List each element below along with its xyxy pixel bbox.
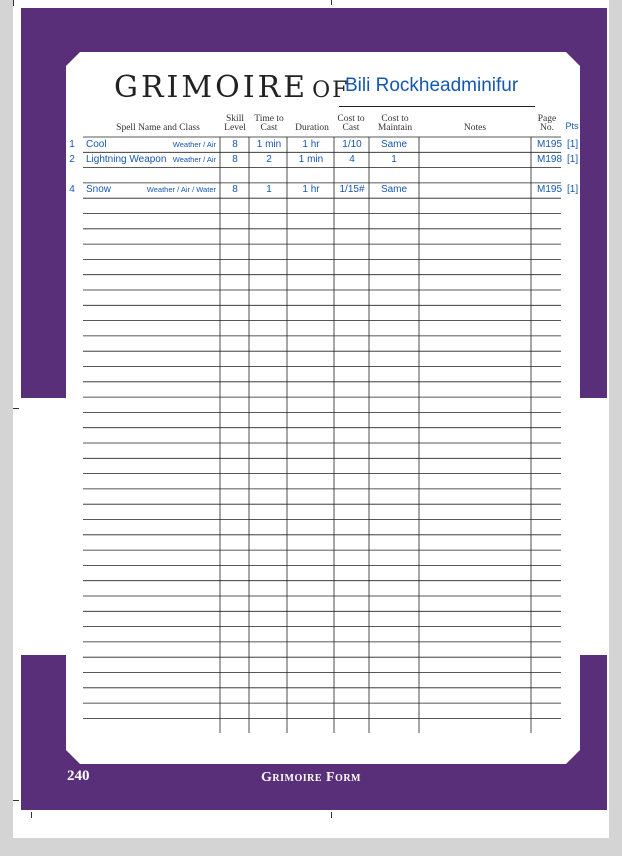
spell-name-cell[interactable]: Cool (86, 138, 107, 150)
footer-page-number: 240 (67, 768, 90, 784)
spell-class-cell[interactable]: Weather / Air (172, 154, 216, 164)
form-page (13, 0, 609, 838)
title-text: GRIMOIRE (114, 70, 309, 105)
spell-pts-cell[interactable]: [1] (567, 153, 579, 165)
spell-duration-cell[interactable]: 1 min (298, 153, 324, 165)
header-line: Cost to (381, 114, 409, 124)
spell-maintain-cell[interactable]: Same (380, 184, 408, 196)
header-line: Cast (342, 123, 360, 133)
spell-page-cell[interactable]: M198 (537, 153, 563, 165)
header-pts: Pts (565, 121, 579, 131)
spell-table-grid (13, 0, 609, 838)
spell-pts-cell[interactable]: [1] (567, 138, 579, 150)
spell-cost-cell[interactable]: 1/15# (339, 184, 365, 196)
spell-class-cell[interactable]: Weather / Air (172, 139, 216, 149)
spell-time-cell[interactable]: 2 (266, 153, 272, 165)
spell-maintain-cell[interactable]: 1 (391, 153, 397, 165)
header-notes: Notes (463, 123, 487, 133)
spell-skill-cell[interactable]: 8 (232, 153, 238, 165)
header-line: Cast (260, 123, 278, 133)
header-line: No. (540, 123, 554, 133)
spell-name-cell[interactable]: Snow (86, 184, 112, 196)
header-spell-name: Spell Name and Class (116, 123, 200, 133)
spell-skill-cell[interactable]: 8 (232, 138, 238, 150)
spell-page-cell[interactable]: M195 (537, 184, 563, 196)
spell-num-cell[interactable]: 1 (69, 138, 75, 150)
spell-time-cell[interactable]: 1 (266, 184, 272, 196)
spell-duration-cell[interactable]: 1 hr (302, 138, 320, 150)
spell-name-cell[interactable]: Lightning Weapon (86, 153, 167, 165)
header-line: Cost to (337, 114, 365, 124)
spell-time-cell[interactable]: 1 min (256, 138, 282, 150)
header-line: Level (224, 123, 246, 133)
header-duration: Duration (295, 123, 329, 133)
spell-page-cell[interactable]: M195 (537, 138, 563, 150)
spell-maintain-cell[interactable]: Same (380, 138, 408, 150)
title-of: OF (312, 78, 350, 103)
spell-duration-cell[interactable]: 1 hr (302, 184, 320, 196)
spell-pts-cell[interactable]: [1] (567, 184, 579, 196)
header-line: Time to (254, 114, 284, 124)
spell-num-cell[interactable]: 2 (69, 153, 75, 165)
header-line: Page (537, 114, 557, 124)
footer-title: Grimoire Form (261, 770, 361, 785)
spell-num-cell[interactable]: 4 (69, 184, 75, 196)
character-name[interactable]: Bili Rockheadminifur (345, 75, 519, 96)
spell-cost-cell[interactable]: 1/10 (342, 138, 362, 150)
spell-cost-cell[interactable]: 4 (349, 153, 355, 165)
header-line: Maintain (377, 123, 413, 133)
spell-class-cell[interactable]: Weather / Air / Water (146, 185, 216, 195)
header-line: Skill (226, 114, 244, 124)
spell-skill-cell[interactable]: 8 (232, 184, 238, 196)
